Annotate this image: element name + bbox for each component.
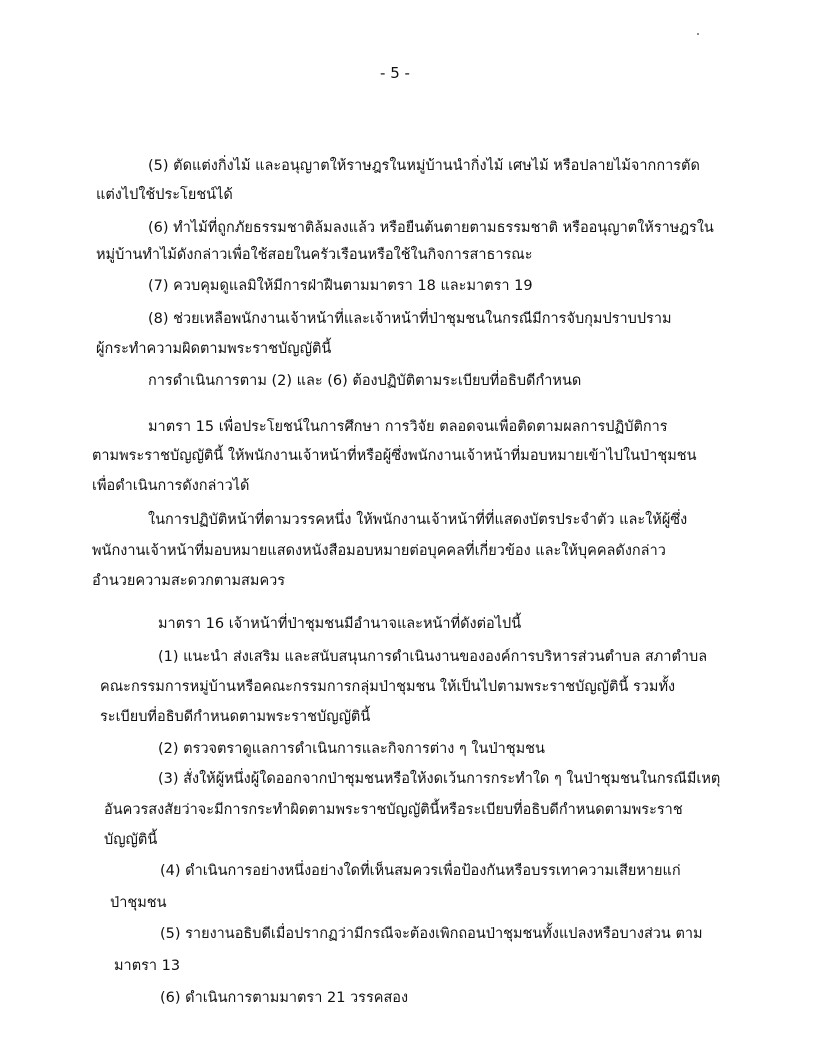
text-line: (3) สั่งให้ผู้หนึ่งผู้ใดออกจากป่าชุมชนหรือให้งดเว้นการกระทำใด ๆ ในป่าชุมชนในกรณีมีเหตุ [158, 771, 721, 787]
text-line: (5) รายงานอธิบดีเมื่อปรากฏว่ามีกรณีจะต้องเพิกถอนป่าชุมชนทั้งแปลงหรือบางส่วน ตาม [160, 926, 703, 942]
text-line: ป่าชุมชน [110, 895, 167, 911]
text-line: คณะกรรมการหมู่บ้านหรือคณะกรรมการกลุ่มป่าชุมชน ให้เป็นไปตามพระราชบัญญัตินี้ รวมทั้ง [100, 679, 676, 695]
text-line: ระเบียบที่อธิบดีกำหนดตามพระราชบัญญัตินี้ [100, 709, 371, 725]
text-line: อันควรสงสัยว่าจะมีการกระทำผิดตามพระราชบัญญัตินี้หรือระเบียบที่อธิบดีกำหนดตามพระราช [104, 802, 683, 818]
text-line: แต่งไปใช้ประโยชน์ได้ [96, 187, 233, 203]
text-line: เพื่อดำเนินการดังกล่าวได้ [92, 478, 250, 494]
text-line: การดำเนินการตาม (2) และ (6) ต้องปฏิบัติตามระเบียบที่อธิบดีกำหนด [148, 373, 582, 389]
text-line: (4) ดำเนินการอย่างหนึ่งอย่างใดที่เห็นสมควรเพื่อป้องกันหรือบรรเทาความเสียหายแก่ [160, 863, 681, 879]
text-line: หมู่บ้านทำไม้ดังกล่าวเพื่อใช้สอยในครัวเรือนหรือใช้ในกิจการสาธารณะ [96, 247, 533, 263]
section-16-heading: มาตรา 16 เจ้าหน้าที่ป่าชุมชนมีอำนาจและหน้าที่ดังต่อไปนี้ [158, 616, 522, 632]
text-line: (6) ทำไม้ที่ถูกภัยธรรมชาติล้มลงแล้ว หรือยืนต้นตายตามธรรมชาติ หรืออนุญาตให้ราษฎรใน [148, 220, 714, 236]
text-line: (6) ดำเนินการตามมาตรา 21 วรรคสอง [160, 990, 409, 1006]
text-line: มาตรา 13 [114, 958, 181, 974]
text-line: ตามพระราชบัญญัตินี้ ให้พนักงานเจ้าหน้าที่หรือผู้ซึ่งพนักงานเจ้าหน้าที่มอบหมายเข้าไปในป่าชุมชน [92, 448, 697, 464]
text-line: ผู้กระทำความผิดตามพระราชบัญญัตินี้ [96, 341, 332, 357]
section-15-heading: มาตรา 15 เพื่อประโยชน์ในการศึกษา การวิจัย ตลอดจนเพื่อติดตามผลการปฏิบัติการ [148, 419, 668, 435]
text-line: (5) ตัดแต่งกิ่งไม้ และอนุญาตให้ราษฎรในหมู่บ้านนำกิ่งไม้ เศษไม้ หรือปลายไม้จากการตัด [148, 158, 700, 174]
text-line: (2) ตรวจตราดูแลการดำเนินการและกิจการต่าง ๆ ในป่าชุมชน [158, 741, 545, 757]
text-line: พนักงานเจ้าหน้าที่มอบหมายแสดงหนังสือมอบหมายต่อบุคคลที่เกี่ยวข้อง และให้บุคคลดังกล่าว [92, 543, 666, 559]
text-line: บัญญัตินี้ [104, 832, 158, 848]
text-line: (8) ช่วยเหลือพนักงานเจ้าหน้าที่และเจ้าหน้าที่ป่าชุมชนในกรณีมีการจับกุมปราบปราม [148, 311, 672, 327]
page-number: - 5 - [380, 64, 410, 82]
text-line: ในการปฏิบัติหน้าที่ตามวรรคหนึ่ง ให้พนักงานเจ้าหน้าที่ที่แสดงบัตรประจำตัว และให้ผู้ซึ่ง [148, 512, 688, 528]
text-line: (7) ควบคุมดูแลมิให้มีการฝ่าฝืนตามมาตรา 18 และมาตรา 19 [148, 278, 533, 294]
scan-speck [697, 33, 699, 35]
text-line: (1) แนะนำ ส่งเสริม และสนับสนุนการดำเนินงานขององค์การบริหารส่วนตำบล สภาตำบล [158, 649, 708, 665]
text-line: อำนวยความสะดวกตามสมควร [92, 573, 286, 589]
